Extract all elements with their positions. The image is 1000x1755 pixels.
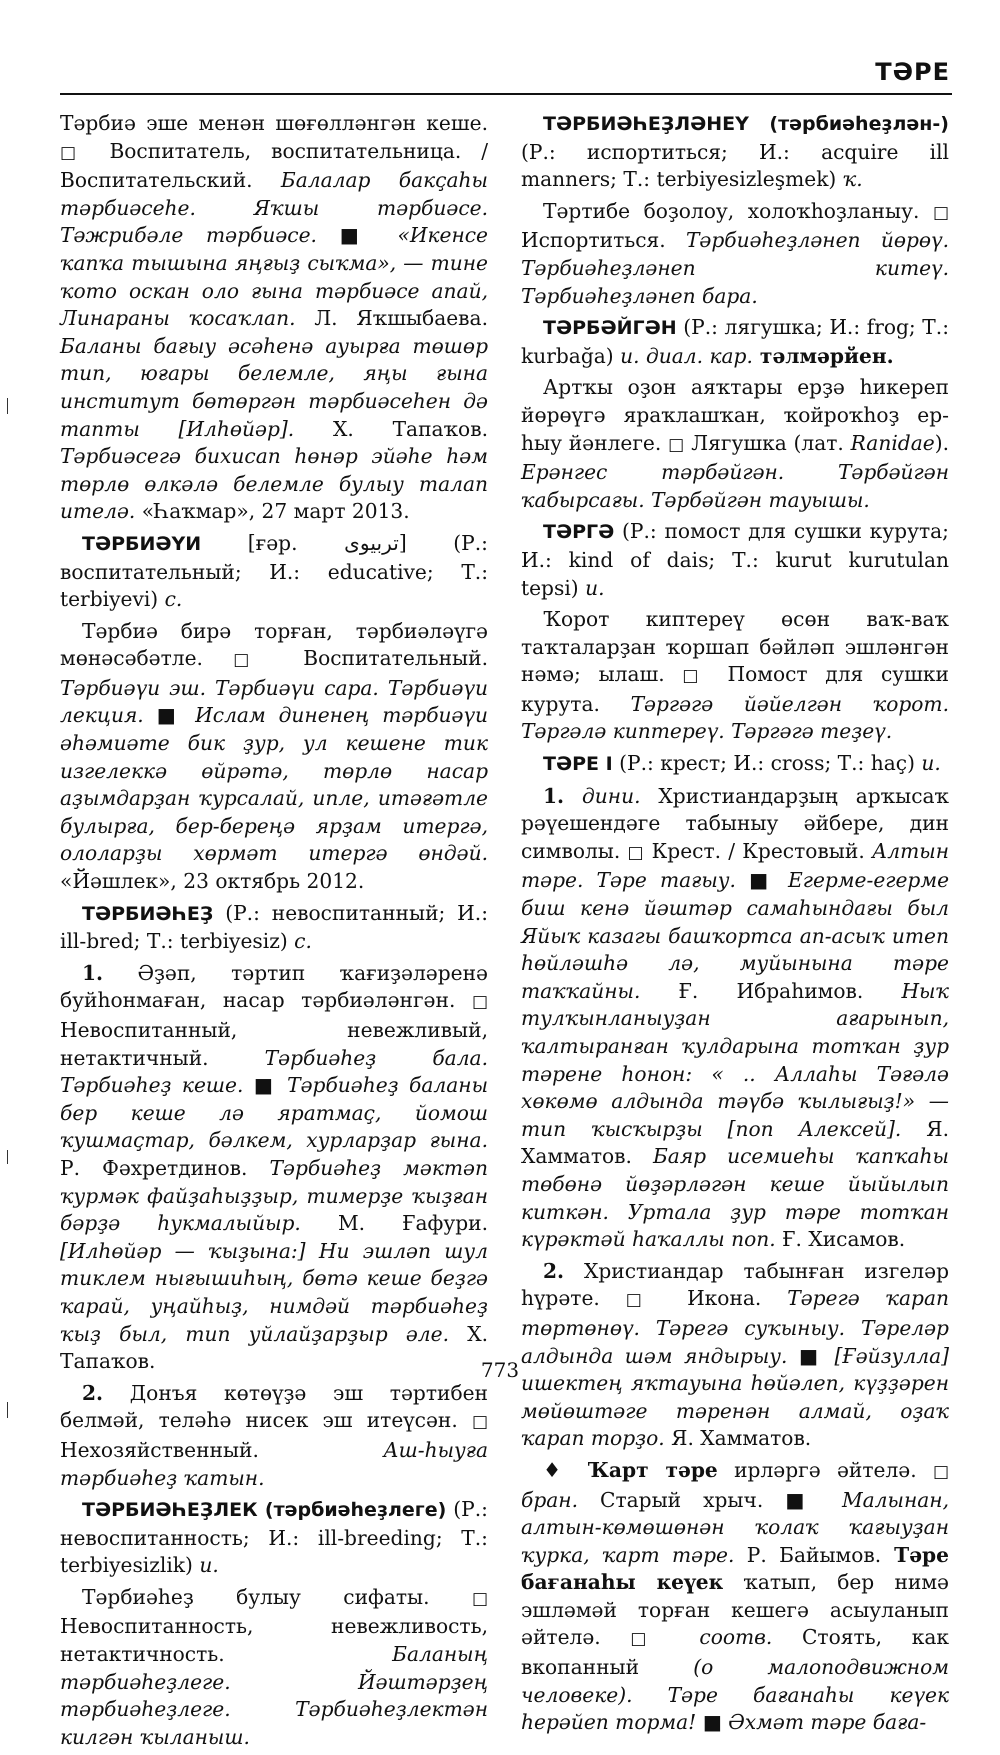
definition: Тәрбиә эше менән шөғөлләнгән кеше. xyxy=(60,111,488,135)
latin-name: Ranidae xyxy=(843,430,935,455)
citation-marker-icon: ■ xyxy=(339,223,375,248)
etymology: (Р.: невоспитанность; И.: ill-breeding; Т.: terbiyesizlik) xyxy=(60,1497,488,1578)
examples: Ерәнгес тәрбәйгән. Тәрбәйгән ҡабырсағы. Тәрбәйгән тауышы. xyxy=(521,460,949,512)
sense-number: 1. xyxy=(543,783,565,808)
russian-equivalent-end: ). xyxy=(934,430,949,455)
definition: Донъя көтөүҙә эш тәртибен белмәй, теләһә нисек эш итеүсән. xyxy=(60,1380,488,1433)
definition: Тәрбиә бирә торған, тәрбиәләүгә мөнәсәбәтле. xyxy=(60,618,488,671)
russian-equivalent: Старый хрыч. xyxy=(600,1487,786,1512)
etymology: (Р.: испортиться; И.: acquire ill manners; Т.: terbiyesizleşmek) xyxy=(521,139,949,192)
etymology: (Р.: крест; И.: cross; Т.: haç) xyxy=(612,751,922,776)
definition: Христиандарҙың арҡысаҡ рәүешендәге табыныу әйбере, дин символы. xyxy=(521,783,950,863)
synonym: тәлмәрйен. xyxy=(752,343,894,368)
russian-marker-icon: □ xyxy=(932,1461,949,1482)
russian-marker-icon: □ xyxy=(932,202,949,223)
russian-equivalent: Нехозяйственный. xyxy=(60,1437,259,1462)
citation-author: Х. Тапаҡов. xyxy=(294,416,488,441)
headword: ТӘРБИӘҺЕҘ xyxy=(82,902,214,925)
examples: Балалар бакҫаһы тәрбиәсеһе. Яҡшы тәрбиәсе. Тәжрибәле тәрбиәсе. xyxy=(60,168,488,248)
definition: Христиандар табынған изгеләр һүрәте. xyxy=(521,1258,949,1311)
etymology: (Р.: невоспитанный; И.: ill-bred; Т.: terbiyesiz) xyxy=(60,900,488,954)
etymology-translations: ] (Р.: воспитательный; И.: educative; Т.: terbiyevi) xyxy=(60,530,488,612)
examples: Тәрбиәүи эш. Тәрбиәүи сара. Тәрбиәүи лекция. xyxy=(60,675,488,728)
part-of-speech: и. xyxy=(620,343,640,368)
right-column xyxy=(521,110,949,1741)
running-head: ТӘРЕ xyxy=(875,58,950,86)
entry-tarbiahez xyxy=(60,900,488,956)
phraseology xyxy=(521,1457,949,1737)
examples: Тәрбиәһеҙләнеп йөрөү. Тәрбиәһеҙләнеп китеү. Тәрбиәһеҙләнеп бара. xyxy=(521,228,949,308)
headword: ТӘРБИӘҺЕҘЛЕК (тәрбиәһеҙлеге) xyxy=(82,1499,447,1522)
usage-label: соотв. xyxy=(669,1625,773,1650)
citation-author: Ғ. Ибраһимов. xyxy=(640,978,864,1003)
phrase-definition: ҡатып, бер нимә эшләмәй торған кешегә асыуланып әйтелә. xyxy=(521,1570,949,1650)
citation-marker-icon: ■ xyxy=(156,703,183,728)
margin-mark-2 xyxy=(7,1150,8,1164)
examples: Тәре бағанаһы кеүек һерәйеп торма! xyxy=(521,1682,949,1735)
sense-number: 2. xyxy=(82,1380,104,1405)
citation-marker-icon: ■ xyxy=(785,1487,820,1512)
examples: Баланың тәрбиәһеҙлеге. Йәштәрҙең тәрбиәһеҙлеге. Тәрбиәһеҙлектән килгән ҡыланыш. xyxy=(60,1642,488,1749)
russian-marker-icon: □ xyxy=(682,666,710,687)
sense-number: 1. xyxy=(82,960,104,985)
citation-author: Ғ. Хисамов. xyxy=(775,1227,906,1252)
part-of-speech: и. xyxy=(585,575,605,600)
definition: Ҡорот киптереү өсөн ваҡ-ваҡ таҡталарҙан ҡоршап бәйләп эшләнгән нәмә; ылаш. xyxy=(521,607,949,687)
russian-equivalent: Невоспитанный, невежливый, нетактичный. xyxy=(60,1018,488,1070)
examples: Тәрегә ҡарап төртөнөү. Тәрегә суҡыныу. Тәреләр алдында шәм яндырыу. xyxy=(521,1286,950,1368)
citation: Малынан, алтын-көмөшөнән ҡолаҡ ҡағыуҙан ҡурка, ҡарт тәре. xyxy=(521,1487,949,1567)
part-of-speech: и. xyxy=(199,1553,219,1578)
entry-tarbaigan xyxy=(521,314,949,370)
russian-equivalent: Икона. xyxy=(661,1286,762,1311)
russian-equivalent: Невоспитанность, невежливость, нетактичность. xyxy=(60,1614,488,1667)
phrase: Ҡарт тәре xyxy=(570,1457,718,1482)
sense xyxy=(60,618,488,896)
definition: Тәрбиәһеҙ булыу сифаты. xyxy=(82,1584,430,1609)
citation-author: Х. Тапаҡов. xyxy=(60,1321,488,1374)
definition: Тәртибе боҙолоу, холоҡһоҙланыу. xyxy=(543,198,920,223)
arabic-spelling: تربيوى xyxy=(344,530,399,555)
phrase-definition: ирләргә әйтелә. xyxy=(717,1457,917,1482)
examples: Аш-һыуға тәрбиәһеҙ ҡатын. xyxy=(60,1437,488,1490)
part-of-speech: с. xyxy=(164,587,183,612)
citation: Егерме-егерме биш кенә йәштәр самаһындағы был Яйыҡ казагы башҡортса ап-асыҡ итеп һөйләшһә лә, муйынына тәре таҡҡайны. xyxy=(521,868,950,1003)
citation-marker-icon: ■ xyxy=(749,868,775,893)
headword: ТӘРГӘ xyxy=(543,521,615,544)
russian-equivalent: Лягушка (лат. xyxy=(684,430,844,455)
margin-mark-3 xyxy=(7,1402,8,1418)
citation: [Илһөйәр — ҡыҙына:] Ни эшләп шул тиклем нығышиһың, бөтә кеше беҙгә ҡарай, уңайһыҙ, нимдәй тәрбиәһеҙ ҡыҙ был, тип уйлайҙарҙыр әле. xyxy=(60,1238,488,1346)
headword: ТӘРЕ I xyxy=(543,753,613,776)
entry-tarbiahezlek xyxy=(60,1496,488,1580)
citation: Тәрбиәһеҙ баланы бер кеше лә яратмаҫ, йомош ҡушмаҫтар, бәлкем, хурларҙар ғына. xyxy=(60,1073,489,1153)
russian-marker-icon: □ xyxy=(627,842,645,863)
citation-author: Я. Хамматов. xyxy=(521,1116,950,1169)
citation: Баланы бағыу әсәһенә ауырға төшөр тип, юғары белемле, яңы ғына институт бөтөргән тәрбиәсеһен дә тапты [Илһөйәр]. xyxy=(60,333,488,441)
russian-equivalent: Крест. / Крестовый. xyxy=(644,838,865,863)
definition: Артҡы оҙон аяҡтары ерҙә һикереп йөрөүгә яраҡлашҡан, ҡойроҡһоҙ ер-һыу йәнлеге. xyxy=(521,375,949,455)
citation: Әхмәт тәре бағa- xyxy=(721,1710,927,1735)
russian-equivalent: Испортиться. xyxy=(521,228,666,253)
russian-marker-icon: □ xyxy=(60,142,90,163)
sense-2 xyxy=(60,1380,488,1492)
russian-marker-icon: □ xyxy=(471,1412,488,1433)
sense-1 xyxy=(521,783,949,1254)
russian-marker-icon: □ xyxy=(625,1290,662,1311)
citation-author: Я. Хамматов. xyxy=(664,1426,812,1451)
etymology: (Р.: помост для сушки курута; И.: kind of dais; Т.: kurut kurutulan tepsi) xyxy=(521,519,949,600)
sense xyxy=(521,374,949,514)
entry-tarbiaui xyxy=(60,530,488,614)
examples: Тәргәгә йәйелгән ҡорот. Тәргәлә киптереү. Тәргәгә теҙеү. xyxy=(521,691,949,744)
sense xyxy=(60,1584,488,1752)
citation-author: Р. Байымов. xyxy=(734,1542,882,1567)
headword: ТӘРБИӘҮИ xyxy=(82,532,202,555)
citation: Ислам диненең тәрбиәүи әһәмиәте бик ҙур, ул кешене тик изгелеккә өйрәтә, төрлө насар аҙымдарҙан ҡурсалай, ипле, итәғәтле булырға, бер-береңә ярҙам итергә, ололарҙы хөрмәт итергә өндәй. xyxy=(60,703,488,866)
russian-marker-icon: □ xyxy=(630,1629,670,1650)
citation: Тәрбиәсегә бихисап һөнәр эйәһе һәм төрлө өлкәлә белемле булыу талап ителә. xyxy=(60,444,488,524)
sense-number: 2. xyxy=(543,1258,565,1283)
header-rule xyxy=(60,93,952,95)
citation: Ныҡ тулҡынланыуҙан ағарынып, ҡалтыранған ҡулдарына тотҡан ҙур тәрене һонон: « .. Аллаһы Тәғәлә хөкөмө алдында тәүбә ҡылығыҙ!» — тип ҡысҡырҙы [поп Алексей]. xyxy=(521,978,949,1141)
citation-author: Р. Фәхретдинов. xyxy=(60,1155,248,1180)
dialect-label: диал. кар. xyxy=(639,343,753,368)
definition: Әҙәп, тәртип ҡағиҙәләренә буйһонмаған, насар тәрбиәләнгән. xyxy=(60,960,488,1013)
phrase: Тәре бағанаһы кеүек xyxy=(521,1542,950,1595)
russian-equivalent: Воспитательный. xyxy=(273,646,488,671)
headword: ТӘРБӘЙГӘН xyxy=(543,317,677,340)
sense xyxy=(521,606,949,746)
entry-tarbiase-continued xyxy=(60,110,488,526)
sense xyxy=(521,198,949,310)
citation-author: Л. Яҡшыбаева. xyxy=(295,306,488,331)
citation: Тәрбиәһеҙ мәктәп ҡурмәк файҙаһыҙҙыр, тимерҙе ҡыҙған бәрҙә һукмалыйыр. xyxy=(60,1155,488,1236)
usage-note: (о малоподвижном человеке). xyxy=(521,1655,949,1707)
part-of-speech: и. xyxy=(921,751,941,776)
part-of-speech: ҡ. xyxy=(842,167,863,192)
usage-label: бран. xyxy=(521,1487,578,1512)
sense-2 xyxy=(521,1258,949,1453)
etymology: [ғәр. xyxy=(201,530,345,555)
russian-equivalent: Воспитатель, воспитательница. / Воспитательский. xyxy=(60,138,488,193)
headword: ТӘРБИӘҺЕҘЛӘНЕҮ (тәрбиәһеҙлән-) xyxy=(543,113,949,135)
entry-targa xyxy=(521,518,949,602)
russian-marker-icon: □ xyxy=(233,650,274,671)
etymology: (Р.: лягушка; И.: frog; Т.: kurbağa) xyxy=(521,315,949,368)
margin-mark-1 xyxy=(7,398,8,414)
page-number: 773 xyxy=(480,1358,520,1382)
russian-equivalent: Помост для сушки курута. xyxy=(521,662,950,716)
citation-author: «Һаҡмар», 27 март 2013. xyxy=(135,499,410,524)
russian-marker-icon: □ xyxy=(668,434,685,455)
citation-marker-icon: ■ xyxy=(798,1343,823,1368)
usage-label: дини. xyxy=(564,783,641,808)
citation-marker-icon: ■ xyxy=(253,1073,277,1098)
part-of-speech: с. xyxy=(294,929,312,954)
russian-equivalent: Стоять, как вкопанный xyxy=(521,1625,950,1680)
russian-marker-icon: □ xyxy=(471,992,489,1013)
sense-1 xyxy=(60,960,488,1376)
citation-author: М. Ғафури. xyxy=(300,1211,488,1236)
examples: Алтын тәре. Тәре тағыу. xyxy=(521,838,949,893)
citation: «Икенсе ҡапҡа тышына яңғыҙ сыҡма», — тине ҡото оскан оло ғына тәрбиәсе апай, Линараны ҡосаҡлап. xyxy=(60,223,488,331)
citation-author: «Йәшлек», 23 октябрь 2012. xyxy=(60,869,365,894)
citation-marker-icon: ■ xyxy=(702,1710,722,1735)
entry-tare-1 xyxy=(521,750,949,779)
diamond-icon: ♦ xyxy=(543,1457,571,1482)
left-column xyxy=(60,110,488,1755)
entry-tarbiahezlanau xyxy=(521,110,949,194)
examples: Тәрбиәһеҙ бала. Тәрбиәһеҙ кеше. xyxy=(60,1045,488,1098)
citation: [Ғәйзулла] ишектең яҡтауына һөйәлеп, күҙҙәрен мөйөштәге тәренән алмай, оҙаҡ ҡарап торҙо. xyxy=(521,1343,949,1451)
citation: Баяр исемиеһы ҡапҡаһы төбөнә йөҙәрләгән кеше йыйылып киткән. Уртала ҙур тәре тотҡан күрәктәй һаҡаллы поп. xyxy=(521,1144,949,1252)
russian-marker-icon: □ xyxy=(471,1588,488,1609)
